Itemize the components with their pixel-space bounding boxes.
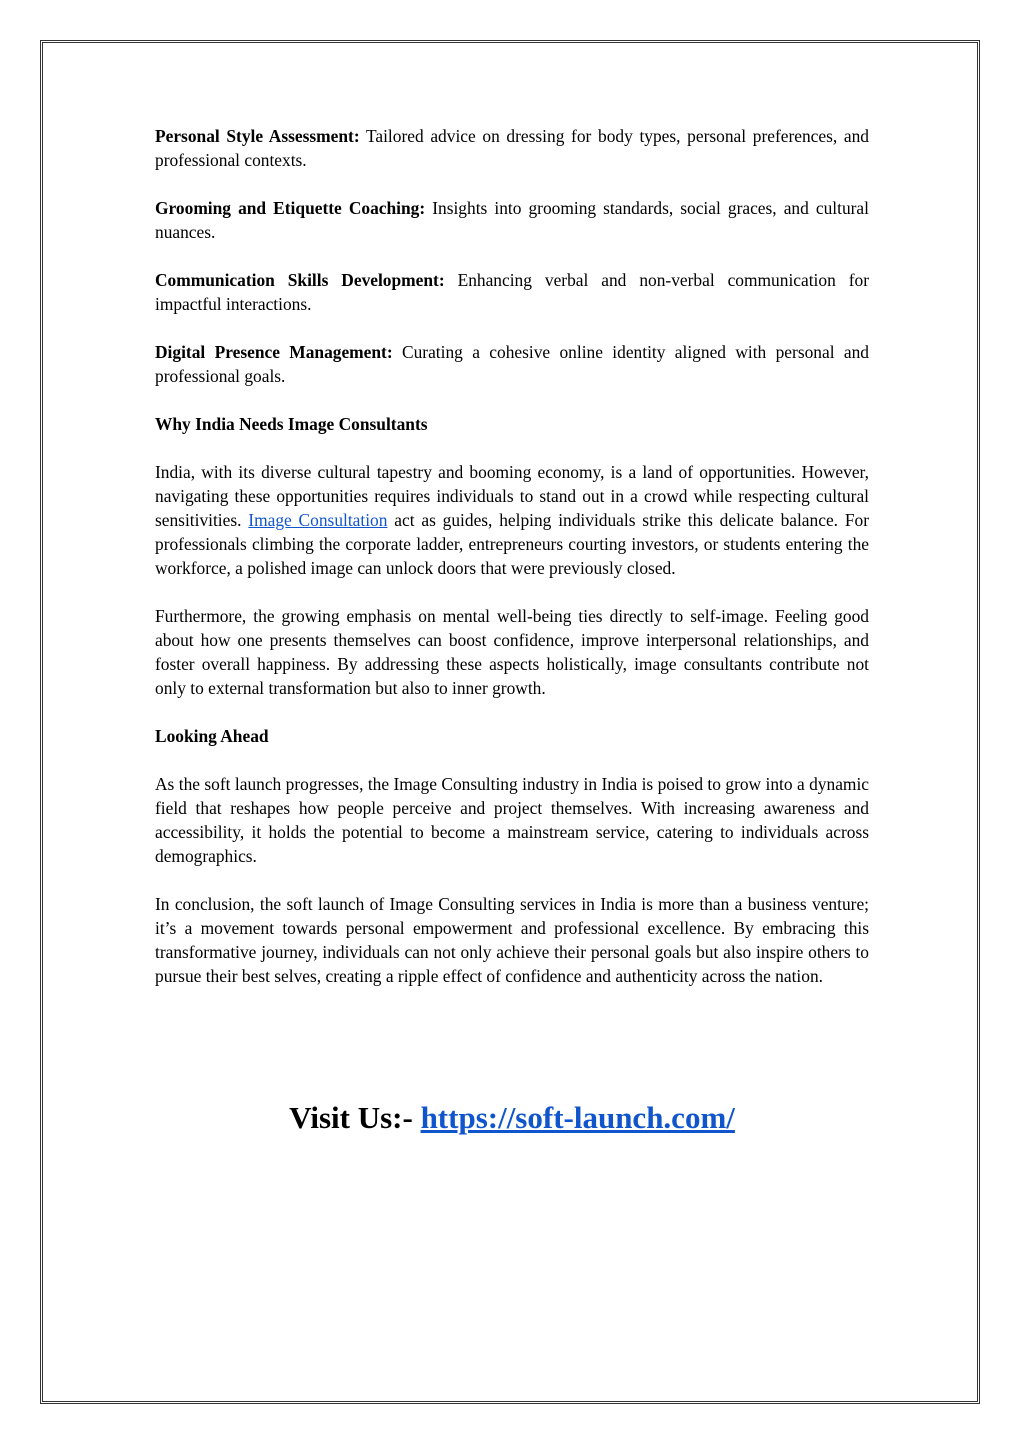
text-style-assessment: Tailored advice on dressing for body types, personal preferences, and professional contexts. (155, 126, 870, 170)
paragraph-communication (155, 268, 869, 316)
term-style-assessment: Personal Style Assessment: (155, 126, 360, 146)
visit-us-label: Visit Us:- (289, 1100, 421, 1135)
paragraph-why-india-2: Furthermore, the growing emphasis on mental well-being ties directly to self-image. Feeling good about how one presents themselves can boost confidence, improve interpersonal relationships, and foster overall happiness. By addressing these aspects holistically, image consultants contribute not only to external transformation but also to inner growth. (155, 606, 869, 698)
website-link[interactable]: https://soft-launch.com/ (420, 1100, 735, 1135)
text-digital-presence: Curating a cohesive online identity aligned with personal and professional goals. (155, 342, 869, 386)
text-why-india-1b: act as guides, helping individuals strike this delicate balance. For professionals climbing the corporate ladder, entrepreneurs courting investors, or students entering the workforce, a polished image can unlock doors that were previously closed. (155, 510, 869, 578)
document-body (155, 124, 869, 1012)
text-grooming: Insights into grooming standards, social graces, and cultural nuances. (155, 198, 869, 242)
paragraph-looking-ahead-1: As the soft launch progresses, the Image Consulting industry in India is poised to grow into a dynamic field that reshapes how people perceive and project themselves. With increasing awareness and accessibility, it holds the potential to become a mainstream service, catering to individuals across demographics. (155, 774, 869, 866)
term-grooming: Grooming and Etiquette Coaching: (155, 198, 426, 218)
heading-why-india: Why India Needs Image Consultants (155, 414, 428, 434)
text-why-india-1a: India, with its diverse cultural tapestry and booming economy, is a land of opportunities. However, navigating these opportunities requires individuals to stand out in a crowd while respecting cultural sensitivities. (155, 462, 869, 530)
visit-us-line (0, 1098, 1024, 1138)
paragraph-digital-presence (155, 340, 869, 388)
paragraph-why-india-1 (155, 460, 869, 580)
paragraph-grooming (155, 196, 869, 244)
text-communication: Enhancing verbal and non-verbal communication for impactful interactions. (155, 270, 869, 314)
image-consultation-link[interactable]: Image Consultation (248, 510, 388, 530)
heading-looking-ahead: Looking Ahead (155, 726, 269, 746)
term-digital-presence: Digital Presence Management: (155, 342, 393, 362)
paragraph-style-assessment (155, 124, 869, 172)
term-communication: Communication Skills Development: (155, 270, 445, 290)
paragraph-conclusion: In conclusion, the soft launch of Image Consulting services in India is more than a business venture; it’s a movement towards personal empowerment and professional excellence. By embracing this transformative journey, individuals can not only achieve their personal goals but also inspire others to pursue their best selves, creating a ripple effect of confidence and authenticity across the nation. (155, 894, 869, 986)
